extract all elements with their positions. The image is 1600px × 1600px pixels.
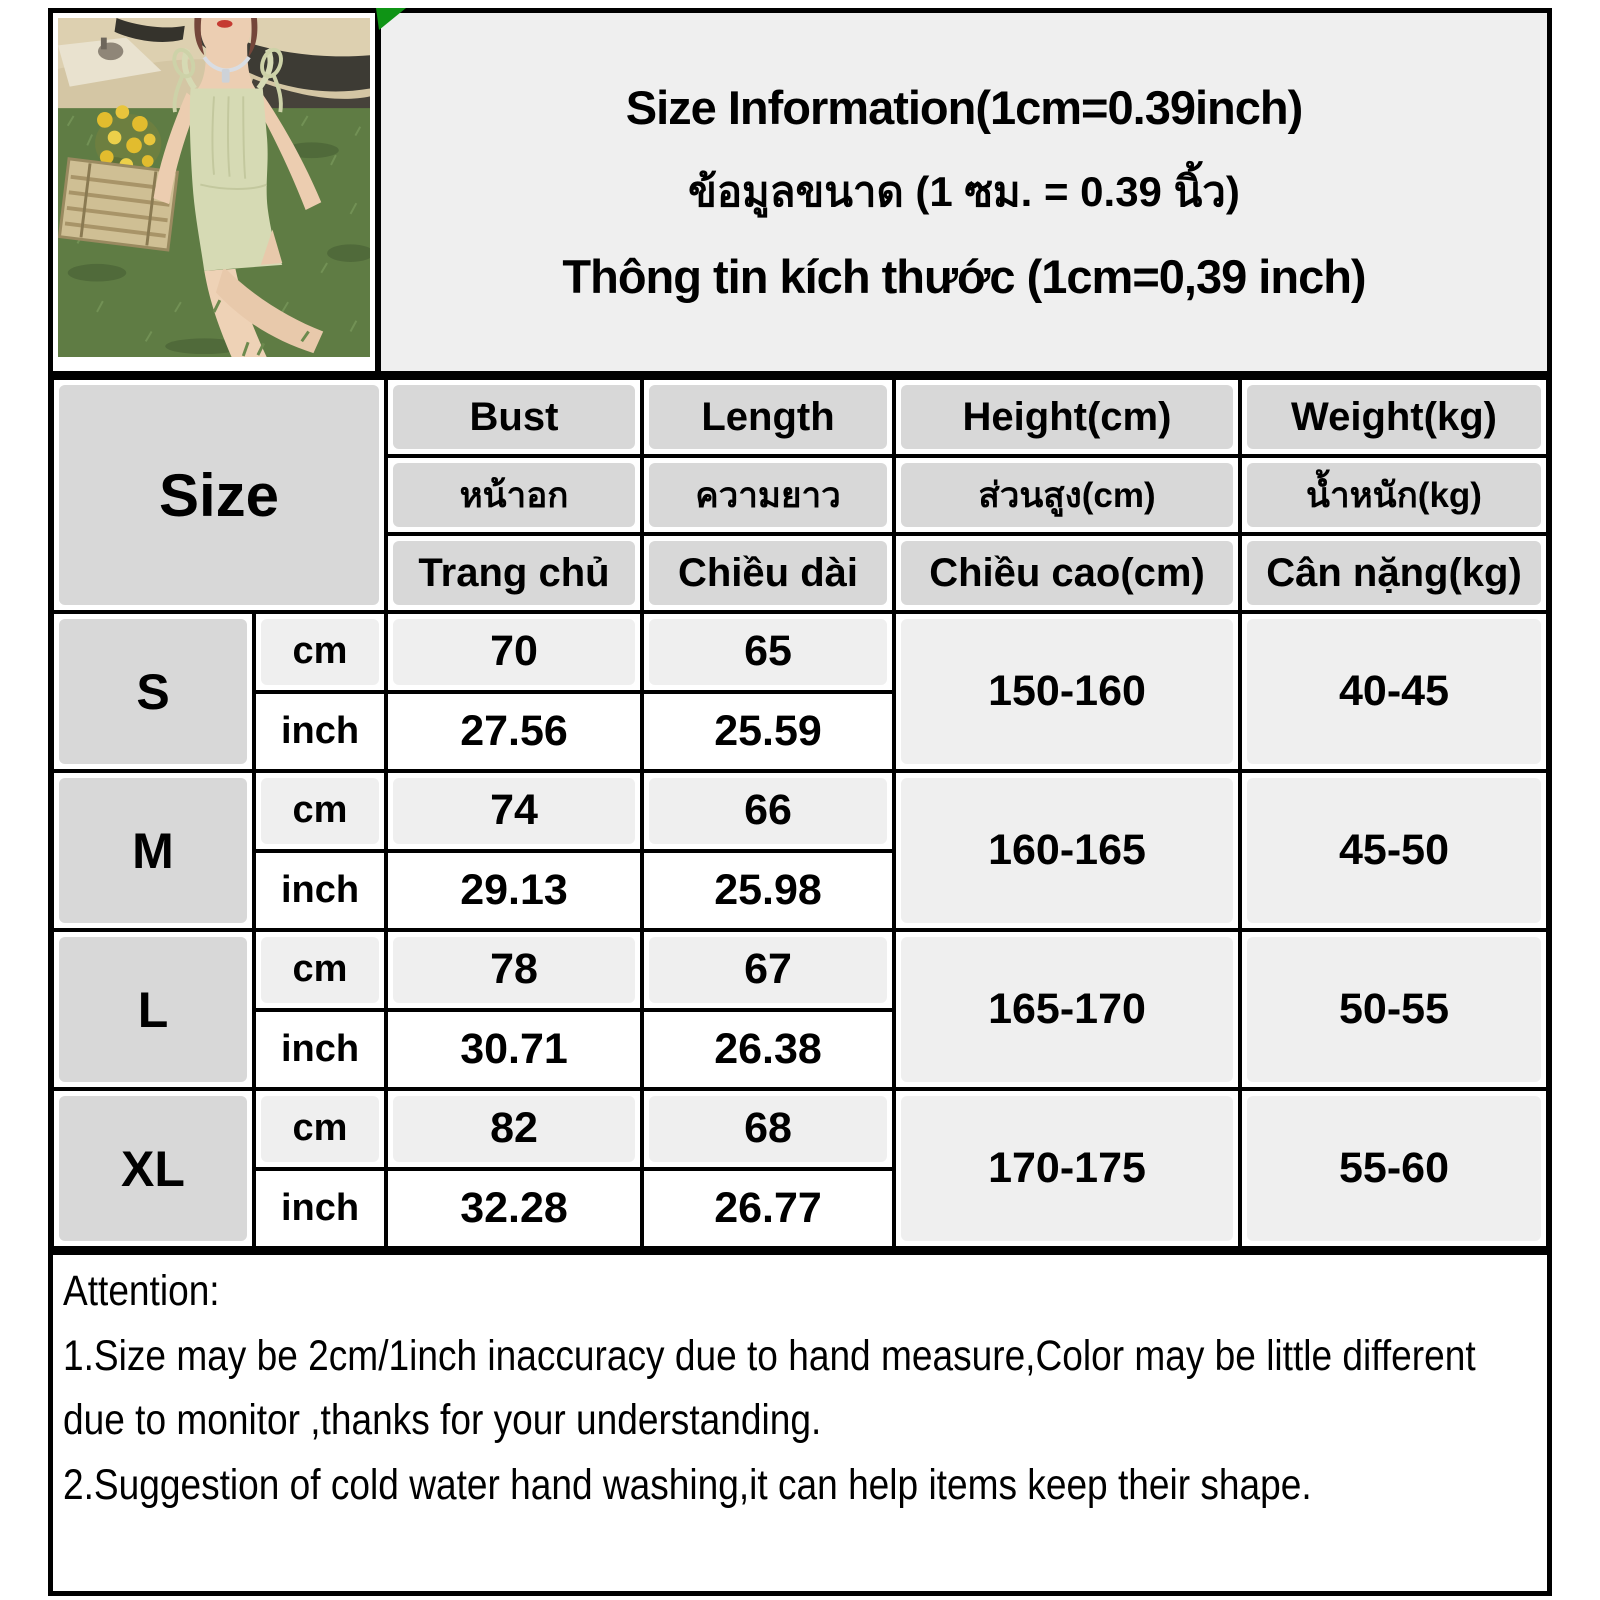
- length-header-th: ความยาว: [649, 463, 887, 527]
- attention-text: [63, 1259, 1533, 1517]
- xl-weight-value: 55-60: [1247, 1096, 1541, 1241]
- row-xl-height-cell: [896, 1091, 1238, 1246]
- row-l-height-cell: [896, 932, 1238, 1087]
- m-length-cm-value: 66: [649, 778, 887, 844]
- attention-note-2: 2.Suggestion of cold water hand washing,it can help items keep their shape.: [63, 1460, 1312, 1509]
- title-panel: [376, 8, 1552, 376]
- weight-header-vi: Cân nặng(kg): [1247, 541, 1541, 605]
- m-length-inch-value: 25.98: [644, 853, 892, 929]
- title-english: Size Information(1cm=0.39inch): [625, 81, 1303, 134]
- l-length-cm-value: 67: [649, 937, 887, 1003]
- lips: [217, 20, 233, 28]
- row-l-weight-cell: [1242, 932, 1546, 1087]
- xl-height-value: 170-175: [901, 1096, 1233, 1241]
- m-bust-inch-value: 29.13: [388, 853, 640, 929]
- row-l-cm-unit-cell: [256, 932, 384, 1008]
- height-header-en-cell: [896, 380, 1238, 454]
- length-header-vi: Chiều dài: [649, 541, 887, 605]
- height-header-vi-cell: [896, 536, 1238, 610]
- row-s-weight-cell: [1242, 614, 1546, 769]
- bust-header-th: หน้าอก: [393, 463, 635, 527]
- row-m-cm-unit-cell: [256, 773, 384, 849]
- s-bust-inch-value: 27.56: [388, 694, 640, 770]
- l-bust-inch-value: 30.71: [388, 1012, 640, 1088]
- row-s-bust-cm-cell: [388, 614, 640, 690]
- cm-unit-label: cm: [261, 937, 379, 1003]
- row-s-length-cm-cell: [644, 614, 892, 690]
- l-length-inch-value: 26.38: [644, 1012, 892, 1088]
- row-l-length-cm-cell: [644, 932, 892, 1008]
- xl-length-cm-value: 68: [649, 1096, 887, 1162]
- corner-fold-icon: [376, 8, 406, 30]
- row-s-label-cell: [54, 614, 252, 769]
- weight-header-vi-cell: [1242, 536, 1546, 610]
- row-m-length-cm-cell: [644, 773, 892, 849]
- inch-unit-label: inch: [256, 853, 384, 929]
- bust-header-th-cell: [388, 458, 640, 532]
- height-header-th-cell: [896, 458, 1238, 532]
- row-m-label: M: [59, 778, 247, 923]
- row-m-height-cell: [896, 773, 1238, 928]
- xl-length-inch-value: 26.77: [644, 1171, 892, 1247]
- weight-header-en: Weight(kg): [1247, 385, 1541, 449]
- inch-unit-label: inch: [256, 694, 384, 770]
- length-header-vi-cell: [644, 536, 892, 610]
- weight-header-th-cell: [1242, 458, 1546, 532]
- m-height-value: 160-165: [901, 778, 1233, 923]
- row-xl-cm-unit-cell: [256, 1091, 384, 1167]
- bust-header-en-cell: [388, 380, 640, 454]
- s-length-cm-value: 65: [649, 619, 887, 685]
- attention-panel: [48, 1250, 1552, 1596]
- cm-unit-label: cm: [261, 1096, 379, 1162]
- weight-header-th: น้ำหนัก(kg): [1247, 463, 1541, 527]
- length-header-th-cell: [644, 458, 892, 532]
- xl-bust-inch-value: 32.28: [388, 1171, 640, 1247]
- s-length-inch-value: 25.59: [644, 694, 892, 770]
- l-weight-value: 50-55: [1247, 937, 1541, 1082]
- row-s-cm-unit-cell: [256, 614, 384, 690]
- xl-bust-cm-value: 82: [393, 1096, 635, 1162]
- bust-header-en: Bust: [393, 385, 635, 449]
- height-header-en: Height(cm): [901, 385, 1233, 449]
- height-header-vi: Chiều cao(cm): [901, 541, 1233, 605]
- row-xl-label-cell: [54, 1091, 252, 1246]
- row-xl-weight-cell: [1242, 1091, 1546, 1246]
- s-bust-cm-value: 70: [393, 619, 635, 685]
- weight-header-en-cell: [1242, 380, 1546, 454]
- m-weight-value: 45-50: [1247, 778, 1541, 923]
- bust-header-vi: Trang chủ: [393, 541, 635, 605]
- row-l-bust-cm-cell: [388, 932, 640, 1008]
- row-xl-bust-cm-cell: [388, 1091, 640, 1167]
- row-xl-label: XL: [59, 1096, 247, 1241]
- row-s-label: S: [59, 619, 247, 764]
- l-height-value: 165-170: [901, 937, 1233, 1082]
- size-column-header-cell: [54, 380, 384, 610]
- row-xl-length-cm-cell: [644, 1091, 892, 1167]
- size-table: [48, 374, 1552, 1252]
- l-bust-cm-value: 78: [393, 937, 635, 1003]
- row-l-label: L: [59, 937, 247, 1082]
- title-vietnamese: Thông tin kích thước (1cm=0,39 inch): [562, 250, 1366, 303]
- inch-unit-label: inch: [256, 1171, 384, 1247]
- row-s-height-cell: [896, 614, 1238, 769]
- row-l-label-cell: [54, 932, 252, 1087]
- s-weight-value: 40-45: [1247, 619, 1541, 764]
- m-bust-cm-value: 74: [393, 778, 635, 844]
- length-header-en: Length: [649, 385, 887, 449]
- size-column-header: Size: [59, 385, 379, 605]
- row-m-label-cell: [54, 773, 252, 928]
- model-photo-illustration: [58, 18, 370, 357]
- product-photo: [48, 8, 380, 376]
- cm-unit-label: cm: [261, 778, 379, 844]
- row-m-bust-cm-cell: [388, 773, 640, 849]
- bust-header-vi-cell: [388, 536, 640, 610]
- length-header-en-cell: [644, 380, 892, 454]
- inch-unit-label: inch: [256, 1012, 384, 1088]
- row-m-weight-cell: [1242, 773, 1546, 928]
- attention-note-1: 1.Size may be 2cm/1inch inaccuracy due to hand measure,Color may be little different due to monitor ,thanks for your understanding.: [63, 1331, 1476, 1444]
- s-height-value: 150-160: [901, 619, 1233, 764]
- attention-heading: Attention:: [63, 1267, 220, 1315]
- height-header-th: ส่วนสูง(cm): [901, 463, 1233, 527]
- cm-unit-label: cm: [261, 619, 379, 685]
- title-thai: ข้อมูลขนาด (1 ซม. = 0.39 นิ้ว): [688, 168, 1240, 215]
